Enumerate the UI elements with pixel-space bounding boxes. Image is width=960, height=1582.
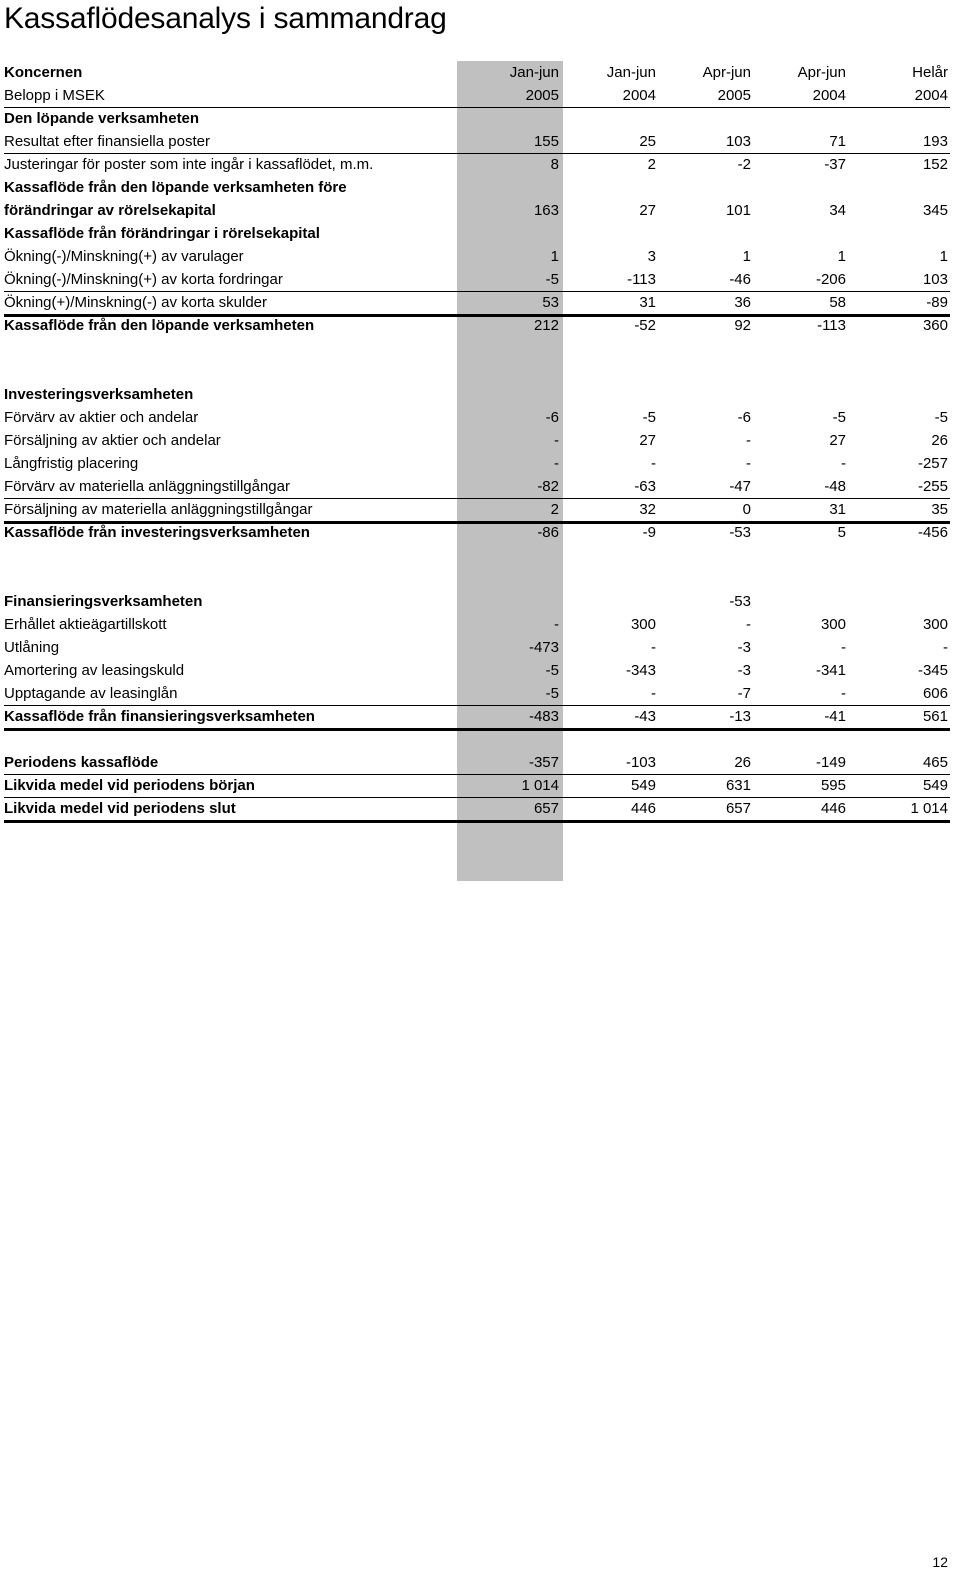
- cell-col-3: -2: [737, 156, 751, 173]
- cell-col-2: 27: [639, 432, 656, 449]
- cell-col-5: -456: [917, 524, 948, 541]
- cell-col-3: -: [746, 455, 751, 472]
- cell-col-2: 25: [639, 133, 656, 150]
- row-label: Belopp i MSEK: [4, 87, 105, 104]
- cell-col-2: -43: [634, 708, 656, 725]
- cell-col-5: 2004: [914, 87, 948, 104]
- table-row: [4, 268, 950, 291]
- row-label: Investeringsverksamheten: [4, 386, 194, 403]
- cell-col-4: 300: [820, 616, 846, 633]
- cell-col-1: -86: [537, 524, 559, 541]
- cell-col-5: 193: [922, 133, 948, 150]
- cell-col-1: -: [554, 432, 559, 449]
- row-label: Periodens kassaflöde: [4, 754, 159, 771]
- table-row: [4, 245, 950, 268]
- table-row: [4, 222, 950, 245]
- cell-col-5: 465: [922, 754, 948, 771]
- cell-col-4: 31: [829, 501, 846, 518]
- cell-col-5: 152: [922, 156, 948, 173]
- cell-col-2: 3: [647, 248, 656, 265]
- table-row: [4, 613, 950, 636]
- cell-col-3: -: [746, 432, 751, 449]
- cell-col-2: 31: [639, 294, 656, 311]
- cell-col-4: 34: [829, 202, 846, 219]
- cell-col-3: -3: [737, 639, 751, 656]
- header-row: [4, 84, 950, 107]
- row-label: Förvärv av aktier och andelar: [4, 409, 199, 426]
- table-row: [4, 682, 950, 705]
- cell-col-5: 549: [922, 777, 948, 794]
- row-label: Ökning(+)/Minskning(-) av korta skulder: [4, 294, 268, 311]
- cell-col-3: -47: [729, 478, 751, 495]
- row-label: Den löpande verksamheten: [4, 110, 200, 127]
- cell-col-2: 32: [639, 501, 656, 518]
- cell-col-5: 1: [939, 248, 948, 265]
- cell-col-4: 5: [837, 524, 846, 541]
- cell-col-1: -: [554, 616, 559, 633]
- table-row: [4, 521, 950, 544]
- cell-col-2: -63: [634, 478, 656, 495]
- row-label: Kassaflöde från förändringar i rörelsekapital: [4, 225, 320, 242]
- table-rule: [4, 705, 950, 706]
- cell-col-2: -: [651, 685, 656, 702]
- cell-col-5: 103: [922, 271, 948, 288]
- cell-col-4: -37: [824, 156, 846, 173]
- cell-col-4: 1: [837, 248, 846, 265]
- table-rule: [4, 820, 950, 823]
- table-row: [4, 314, 950, 337]
- cell-col-2: -343: [625, 662, 656, 679]
- cell-col-1: 163: [533, 202, 559, 219]
- cell-col-3: 1: [742, 248, 751, 265]
- cell-col-3: -53: [729, 524, 751, 541]
- cell-col-1: -5: [545, 685, 559, 702]
- table-row: [4, 590, 950, 613]
- cell-col-4: 27: [829, 432, 846, 449]
- page-number: 12: [932, 1554, 948, 1570]
- cell-col-2: -113: [627, 271, 656, 288]
- cell-col-3: -13: [729, 708, 751, 725]
- cell-col-4: -341: [815, 662, 846, 679]
- row-label: Kassaflöde från den löpande verksamheten: [4, 317, 315, 334]
- cell-col-1: -483: [528, 708, 559, 725]
- row-label: Likvida medel vid periodens slut: [4, 800, 236, 817]
- row-label: Förvärv av materiella anläggningstillgångar: [4, 478, 290, 495]
- cell-col-3: -3: [737, 662, 751, 679]
- cell-col-1: 212: [533, 317, 559, 334]
- table-row: [4, 567, 950, 590]
- table-row: [4, 176, 950, 199]
- row-label: Amortering av leasingskuld: [4, 662, 185, 679]
- cell-col-5: 26: [931, 432, 948, 449]
- table-row: [4, 291, 950, 314]
- cell-col-5: -5: [934, 409, 948, 426]
- cell-col-3: 631: [725, 777, 751, 794]
- cell-col-2: -: [651, 639, 656, 656]
- table-rule: [4, 797, 950, 798]
- cell-col-1: 2005: [525, 87, 559, 104]
- table-rule: [4, 107, 950, 108]
- cell-col-3: -: [746, 616, 751, 633]
- cell-col-3: -7: [737, 685, 751, 702]
- cell-col-5: 561: [922, 708, 948, 725]
- cell-col-3: 26: [734, 754, 751, 771]
- cell-col-3: 657: [725, 800, 751, 817]
- table-row: [4, 498, 950, 521]
- cell-col-2: -5: [642, 409, 656, 426]
- table-rule: [4, 521, 950, 524]
- cell-col-4: -: [841, 685, 846, 702]
- cell-col-1: -357: [528, 754, 559, 771]
- row-label: Försäljning av aktier och andelar: [4, 432, 221, 449]
- row-label: Kassaflöde från den löpande verksamheten före: [4, 179, 347, 196]
- cell-col-4: Apr-jun: [797, 64, 846, 81]
- table-rule: [4, 728, 950, 731]
- table-row: [4, 705, 950, 728]
- cell-col-5: 1 014: [910, 800, 948, 817]
- cell-col-3: 36: [734, 294, 751, 311]
- cell-col-4: -48: [824, 478, 846, 495]
- cell-col-4: 446: [820, 800, 846, 817]
- table-row: [4, 728, 950, 751]
- cell-col-1: Jan-jun: [509, 64, 559, 81]
- table-rule: [4, 291, 950, 292]
- cell-col-1: 53: [542, 294, 559, 311]
- table-row: [4, 130, 950, 153]
- cash-flow-table: [4, 61, 950, 820]
- cell-col-1: 2: [550, 501, 559, 518]
- cell-col-5: -255: [917, 478, 948, 495]
- cell-col-1: -5: [545, 271, 559, 288]
- table-row: [4, 337, 950, 360]
- cell-col-2: -103: [625, 754, 656, 771]
- table-row: [4, 107, 950, 130]
- row-label: Ökning(-)/Minskning(+) av varulager: [4, 248, 244, 265]
- cell-col-4: -41: [824, 708, 846, 725]
- table-row: [4, 199, 950, 222]
- table-row: [4, 797, 950, 820]
- row-label: Resultat efter finansiella poster: [4, 133, 210, 150]
- cell-col-3: Apr-jun: [702, 64, 751, 81]
- cell-col-1: 1 014: [521, 777, 559, 794]
- table-row: [4, 360, 950, 383]
- table-row: [4, 429, 950, 452]
- cell-col-4: 595: [820, 777, 846, 794]
- cell-col-2: 446: [630, 800, 656, 817]
- table-row: [4, 751, 950, 774]
- cell-col-2: -52: [634, 317, 656, 334]
- table-row: [4, 406, 950, 429]
- table-rule: [4, 314, 950, 317]
- cell-col-5: 360: [922, 317, 948, 334]
- table-row: [4, 659, 950, 682]
- row-label: Försäljning av materiella anläggningstillgångar: [4, 501, 313, 518]
- cell-col-1: -82: [537, 478, 559, 495]
- cell-col-1: -473: [528, 639, 559, 656]
- row-label: Utlåning: [4, 639, 60, 656]
- cell-col-4: -: [841, 455, 846, 472]
- cell-col-3: -53: [729, 593, 751, 610]
- cell-col-3: 103: [725, 133, 751, 150]
- cell-col-2: Jan-jun: [606, 64, 656, 81]
- cell-col-5: 300: [922, 616, 948, 633]
- table-row: [4, 774, 950, 797]
- cell-col-2: 2: [647, 156, 656, 173]
- row-label: förändringar av rörelsekapital: [4, 202, 216, 219]
- table-row: [4, 452, 950, 475]
- cell-col-2: -9: [642, 524, 656, 541]
- cell-col-3: -6: [737, 409, 751, 426]
- row-label: Likvida medel vid periodens början: [4, 777, 255, 794]
- row-label: Kassaflöde från investeringsverksamheten: [4, 524, 310, 541]
- row-label: Erhållet aktieägartillskott: [4, 616, 167, 633]
- cell-col-3: -46: [729, 271, 751, 288]
- cell-col-4: -149: [815, 754, 846, 771]
- cell-col-2: -: [651, 455, 656, 472]
- table-row: [4, 153, 950, 176]
- cell-col-5: Helår: [912, 64, 948, 81]
- page-title: Kassaflödesanalys i sammandrag: [4, 2, 447, 35]
- cell-col-2: 300: [630, 616, 656, 633]
- row-label: Ökning(-)/Minskning(+) av korta fordringar: [4, 271, 283, 288]
- row-label: Justeringar för poster som inte ingår i kassaflödet, m.m.: [4, 156, 374, 173]
- cell-col-5: -89: [926, 294, 948, 311]
- cell-col-1: -: [554, 455, 559, 472]
- cell-col-5: -257: [917, 455, 948, 472]
- cell-col-5: 606: [922, 685, 948, 702]
- cell-col-5: -: [943, 639, 948, 656]
- cell-col-4: -113: [817, 317, 846, 334]
- table-row: [4, 383, 950, 406]
- cell-col-1: 1: [550, 248, 559, 265]
- cell-col-4: 71: [829, 133, 846, 150]
- row-label: Upptagande av leasinglån: [4, 685, 178, 702]
- cell-col-3: 2005: [717, 87, 751, 104]
- cell-col-3: 92: [734, 317, 751, 334]
- cell-col-2: 27: [639, 202, 656, 219]
- table-row: [4, 475, 950, 498]
- cell-col-1: -6: [545, 409, 559, 426]
- cell-col-5: 35: [931, 501, 948, 518]
- table-rule: [4, 774, 950, 775]
- cell-col-4: -: [841, 639, 846, 656]
- cell-col-4: -206: [815, 271, 846, 288]
- cell-col-1: 155: [533, 133, 559, 150]
- table-rule: [4, 153, 950, 154]
- row-label: Kassaflöde från finansieringsverksamheten: [4, 708, 315, 725]
- cell-col-4: 2004: [812, 87, 846, 104]
- table-row: [4, 636, 950, 659]
- cell-col-5: 345: [922, 202, 948, 219]
- cell-col-4: 58: [829, 294, 846, 311]
- cell-col-5: -345: [917, 662, 948, 679]
- row-label: Finansieringsverksamheten: [4, 593, 203, 610]
- table-row: [4, 544, 950, 567]
- row-label: Långfristig placering: [4, 455, 139, 472]
- cell-col-1: 657: [533, 800, 559, 817]
- cell-col-3: 0: [742, 501, 751, 518]
- cell-col-1: -5: [545, 662, 559, 679]
- table-rule: [4, 498, 950, 499]
- cell-col-2: 549: [630, 777, 656, 794]
- cell-col-2: 2004: [622, 87, 656, 104]
- header-row: [4, 61, 950, 84]
- cell-col-1: 8: [550, 156, 559, 173]
- cell-col-3: 101: [725, 202, 751, 219]
- cell-col-4: -5: [832, 409, 846, 426]
- row-label: Koncernen: [4, 64, 83, 81]
